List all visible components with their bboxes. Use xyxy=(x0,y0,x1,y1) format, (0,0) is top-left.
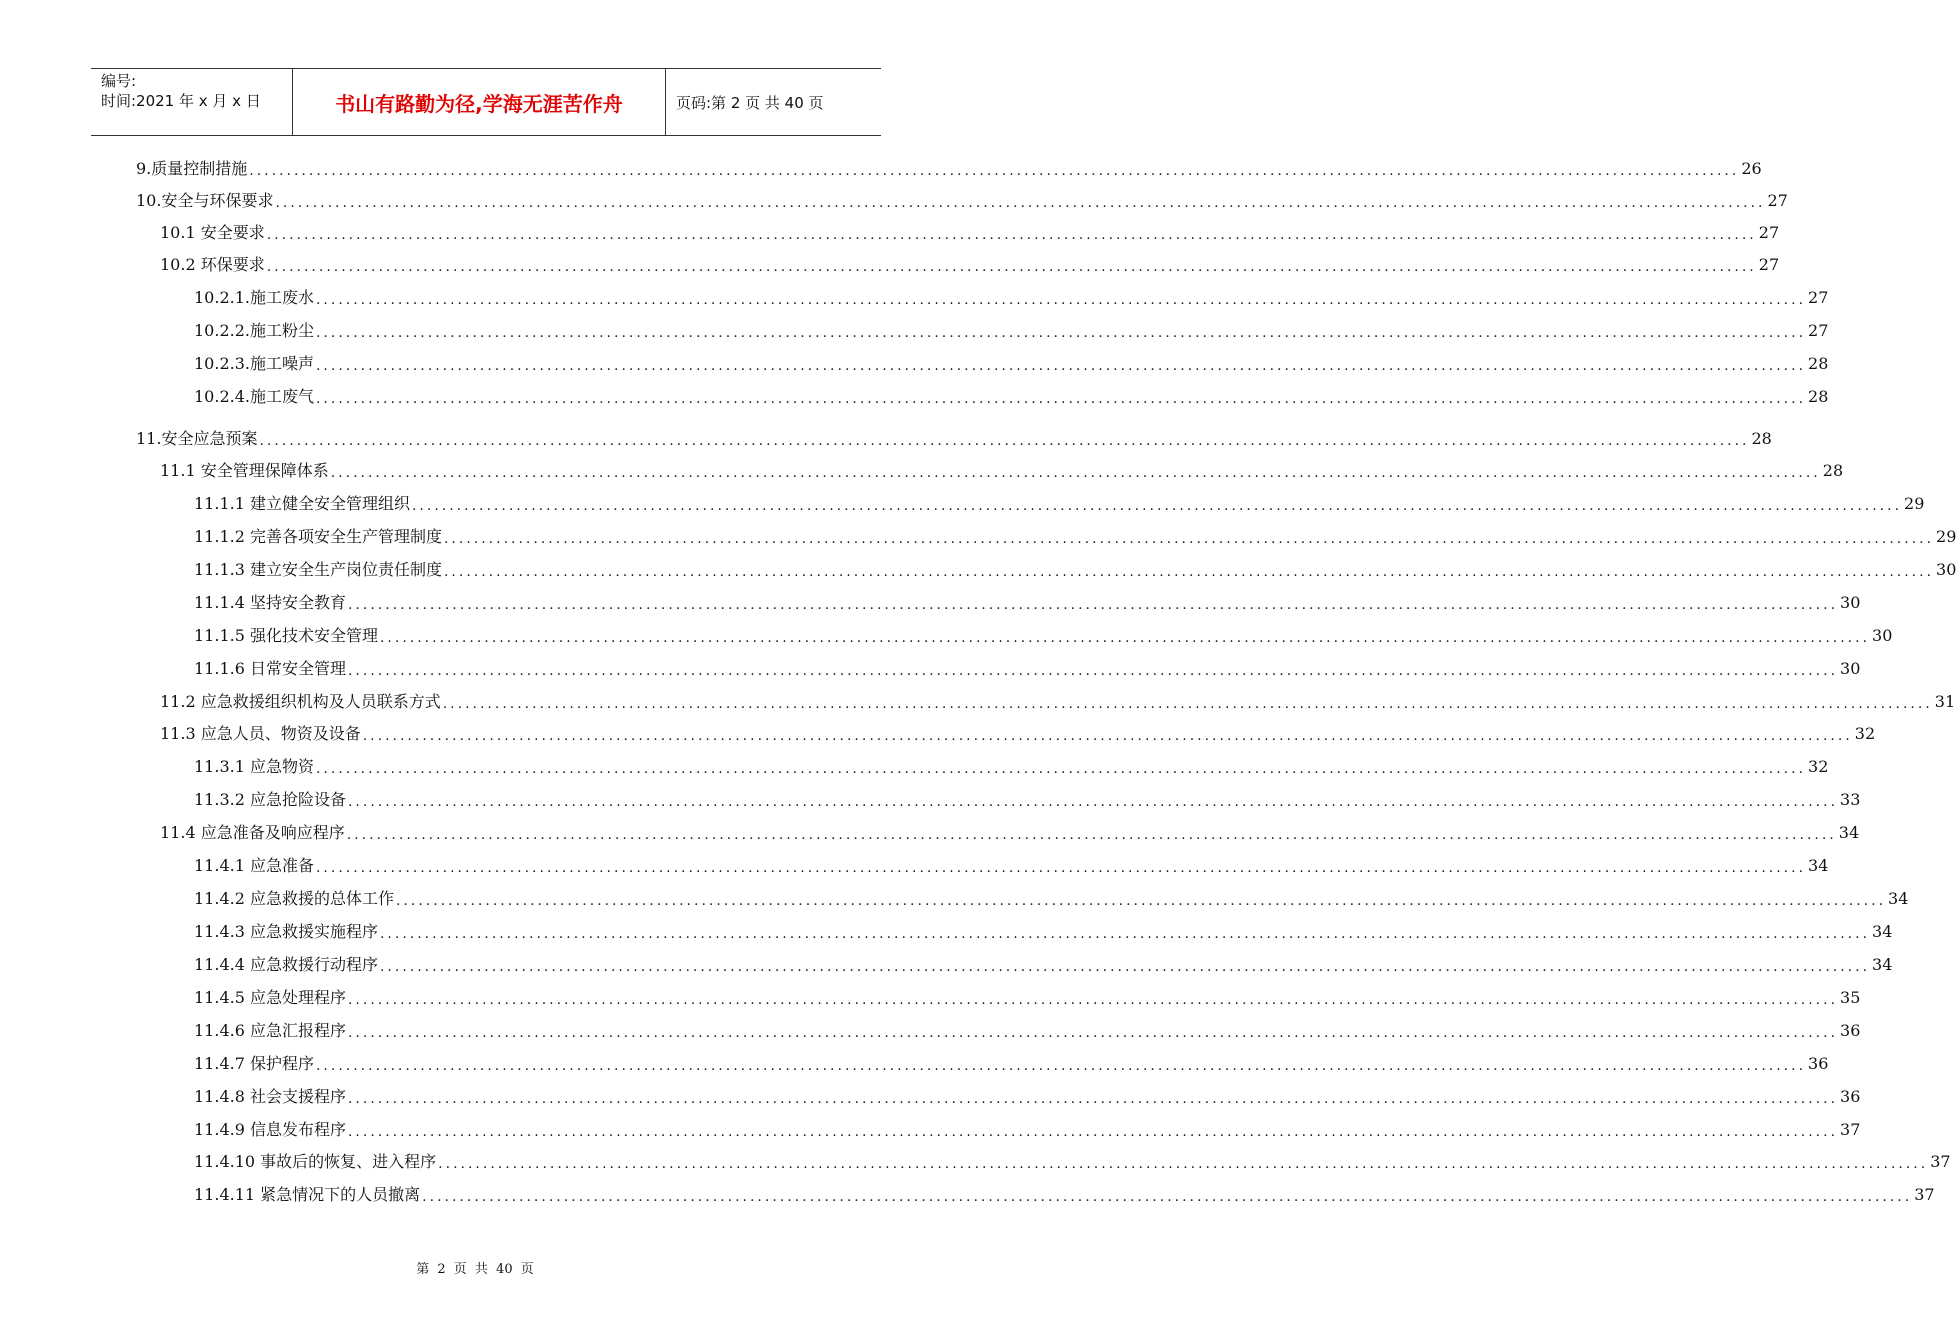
toc-entry-page: 30 xyxy=(1840,659,1861,678)
toc-entry[interactable] xyxy=(194,887,1909,911)
toc-entry[interactable] xyxy=(194,920,1893,944)
doc-number-label: 编号: xyxy=(101,72,137,90)
toc-entry[interactable] xyxy=(194,657,1861,681)
toc-entry-label: 11.1 安全管理保障体系 xyxy=(160,461,329,480)
toc-leader-dots: ........................................................................................................................................................................................................ xyxy=(347,992,1839,1008)
toc-entry-label: 11.4.5 应急处理程序 xyxy=(194,988,346,1007)
toc-leader-dots: ........................................................................................................................................................................................................ xyxy=(330,465,1821,481)
toc-leader-dots: ........................................................................................................................................................................................................ xyxy=(443,531,1935,547)
toc-entry-label: 9.质量控制措施 xyxy=(136,159,248,178)
toc-leader-dots: ........................................................................................................................................................................................................ xyxy=(275,195,1766,211)
toc-leader-dots: ........................................................................................................................................................................................................ xyxy=(442,696,1933,712)
toc-entry-page: 36 xyxy=(1840,1021,1861,1040)
page-header xyxy=(91,68,881,136)
toc-leader-dots: ........................................................................................................................................................................................................ xyxy=(259,433,1750,449)
toc-entry[interactable] xyxy=(136,427,1772,451)
toc-entry[interactable] xyxy=(194,1085,1861,1109)
toc-entry-page: 34 xyxy=(1872,955,1893,974)
toc-entry-page: 37 xyxy=(1840,1120,1861,1139)
toc-entry-label: 11.4.2 应急救援的总体工作 xyxy=(194,889,394,908)
toc-entry-page: 30 xyxy=(1936,560,1956,579)
toc-leader-dots: ........................................................................................................................................................................................................ xyxy=(438,1156,1929,1172)
toc-leader-dots: ........................................................................................................................................................................................................ xyxy=(395,893,1887,909)
toc-entry-label: 11.4 应急准备及响应程序 xyxy=(160,823,345,842)
toc-entry-page: 27 xyxy=(1808,288,1829,307)
toc-leader-dots: ........................................................................................................................................................................................................ xyxy=(347,663,1839,679)
header-page-number: 页码:第 2 页 共 40 页 xyxy=(676,93,824,112)
toc-entry-label: 11.1.4 坚持安全教育 xyxy=(194,593,346,612)
toc-entry[interactable] xyxy=(194,1183,1935,1207)
toc-entry-label: 11.4.6 应急汇报程序 xyxy=(194,1021,346,1040)
toc-leader-dots: ........................................................................................................................................................................................................ xyxy=(266,227,1757,243)
toc-leader-dots: ........................................................................................................................................................................................................ xyxy=(411,498,1903,514)
toc-entry[interactable] xyxy=(194,1118,1861,1142)
toc-entry[interactable] xyxy=(160,221,1780,245)
toc-entry-page: 27 xyxy=(1758,223,1780,242)
toc-entry-page: 29 xyxy=(1936,527,1956,546)
toc-entry-page: 28 xyxy=(1808,387,1829,406)
toc-entry-label: 11.2 应急救援组织机构及人员联系方式 xyxy=(160,692,441,711)
toc-entry-page: 31 xyxy=(1934,692,1956,711)
toc-entry[interactable] xyxy=(194,286,1829,310)
toc-entry-page: 29 xyxy=(1904,494,1925,513)
toc-leader-dots: ........................................................................................................................................................................................................ xyxy=(266,259,1757,275)
toc-entry-page: 34 xyxy=(1872,922,1893,941)
toc-entry-label: 11.安全应急预案 xyxy=(136,429,258,448)
toc-entry[interactable] xyxy=(160,253,1780,277)
toc-entry-label: 10.2 环保要求 xyxy=(160,255,265,274)
toc-leader-dots: ........................................................................................................................................................................................................ xyxy=(315,391,1807,407)
toc-entry[interactable] xyxy=(160,459,1844,483)
toc-entry[interactable] xyxy=(194,385,1829,409)
toc-entry[interactable] xyxy=(194,755,1829,779)
toc-entry-page: 28 xyxy=(1751,429,1772,448)
toc-entry-page: 36 xyxy=(1808,1054,1829,1073)
toc-entry-page: 32 xyxy=(1854,724,1876,743)
toc-entry[interactable] xyxy=(194,624,1893,648)
toc-leader-dots: ........................................................................................................................................................................................................ xyxy=(379,630,1871,646)
toc-entry-page: 30 xyxy=(1840,593,1861,612)
toc-entry-label: 11.4.3 应急救援实施程序 xyxy=(194,922,378,941)
toc-leader-dots: ........................................................................................................................................................................................................ xyxy=(346,827,1837,843)
time-label: 时间:2021 年 x 月 x 日 xyxy=(101,92,261,110)
toc-entry-label: 11.1.1 建立健全安全管理组织 xyxy=(194,494,410,513)
page-footer: 第 2 页 共 40 页 xyxy=(416,1262,534,1277)
toc-entry-label: 11.4.10 事故后的恢复、进入程序 xyxy=(194,1152,437,1171)
toc-entry-label: 10.1 安全要求 xyxy=(160,223,265,242)
toc-entry[interactable] xyxy=(160,690,1956,714)
toc-entry-label: 11.3 应急人员、物资及设备 xyxy=(160,724,361,743)
toc-leader-dots: ........................................................................................................................................................................................................ xyxy=(249,163,1740,179)
toc-leader-dots: ........................................................................................................................................................................................................ xyxy=(347,1025,1839,1041)
toc-leader-dots: ........................................................................................................................................................................................................ xyxy=(315,358,1807,374)
toc-entry[interactable] xyxy=(194,352,1829,376)
toc-entry-label: 11.1.6 日常安全管理 xyxy=(194,659,346,678)
toc-entry-page: 35 xyxy=(1840,988,1861,1007)
toc-entry[interactable] xyxy=(194,591,1861,615)
toc-entry[interactable] xyxy=(194,1150,1951,1174)
toc-entry-label: 11.4.8 社会支援程序 xyxy=(194,1087,346,1106)
toc-entry-label: 10.安全与环保要求 xyxy=(136,191,274,210)
toc-leader-dots: ........................................................................................................................................................................................................ xyxy=(347,1124,1839,1140)
toc-entry-label: 11.1.3 建立安全生产岗位责任制度 xyxy=(194,560,442,579)
toc-entry-label: 10.2.1.施工废水 xyxy=(194,288,314,307)
toc-leader-dots: ........................................................................................................................................................................................................ xyxy=(315,1058,1807,1074)
toc-entry-label: 11.1.2 完善各项安全生产管理制度 xyxy=(194,527,442,546)
toc-entry[interactable] xyxy=(194,1052,1829,1076)
toc-entry[interactable] xyxy=(194,558,1956,582)
toc-entry-page: 33 xyxy=(1840,790,1861,809)
header-slogan: 书山有路勤为径,学海无涯苦作舟 xyxy=(293,69,666,135)
toc-entry[interactable] xyxy=(136,189,1788,213)
toc-entry-label: 11.4.9 信息发布程序 xyxy=(194,1120,346,1139)
toc-entry[interactable] xyxy=(160,722,1876,746)
toc-leader-dots: ........................................................................................................................................................................................................ xyxy=(422,1189,1913,1205)
toc-entry[interactable] xyxy=(160,821,1860,845)
toc-entry-page: 32 xyxy=(1808,757,1829,776)
toc-entry[interactable] xyxy=(194,1019,1861,1043)
toc-entry-label: 11.4.11 紧急情况下的人员撤离 xyxy=(194,1185,421,1204)
toc-entry-page: 37 xyxy=(1930,1152,1951,1171)
toc-entry[interactable] xyxy=(136,157,1762,181)
toc-entry-page: 26 xyxy=(1741,159,1762,178)
toc-leader-dots: ........................................................................................................................................................................................................ xyxy=(379,959,1871,975)
toc-entry-page: 37 xyxy=(1914,1185,1935,1204)
toc-entry-label: 11.3.2 应急抢险设备 xyxy=(194,790,346,809)
toc-entry-page: 27 xyxy=(1767,191,1788,210)
toc-entry-label: 11.4.7 保护程序 xyxy=(194,1054,314,1073)
toc-entry-label: 11.1.5 强化技术安全管理 xyxy=(194,626,378,645)
toc-entry-page: 27 xyxy=(1758,255,1780,274)
toc-entry[interactable] xyxy=(194,492,1925,516)
toc-entry[interactable] xyxy=(194,854,1829,878)
toc-entry-label: 11.4.4 应急救援行动程序 xyxy=(194,955,378,974)
header-meta xyxy=(91,69,293,135)
toc-leader-dots: ........................................................................................................................................................................................................ xyxy=(315,292,1807,308)
toc-entry-label: 11.3.1 应急物资 xyxy=(194,757,314,776)
toc-entry[interactable] xyxy=(194,953,1893,977)
toc-entry[interactable] xyxy=(194,525,1956,549)
toc-leader-dots: ........................................................................................................................................................................................................ xyxy=(315,761,1807,777)
toc-entry-label: 11.4.1 应急准备 xyxy=(194,856,314,875)
toc-entry-page: 30 xyxy=(1872,626,1893,645)
toc-leader-dots: ........................................................................................................................................................................................................ xyxy=(443,564,1935,580)
toc-entry-page: 34 xyxy=(1888,889,1909,908)
toc-entry-label: 10.2.2.施工粉尘 xyxy=(194,321,314,340)
toc-leader-dots: ........................................................................................................................................................................................................ xyxy=(362,728,1853,744)
toc-leader-dots: ........................................................................................................................................................................................................ xyxy=(315,860,1807,876)
toc-leader-dots: ........................................................................................................................................................................................................ xyxy=(347,1091,1839,1107)
toc-entry[interactable] xyxy=(194,788,1861,812)
toc-entry-page: 28 xyxy=(1822,461,1844,480)
toc-entry-page: 34 xyxy=(1838,823,1860,842)
toc-entry-page: 36 xyxy=(1840,1087,1861,1106)
toc-leader-dots: ........................................................................................................................................................................................................ xyxy=(347,794,1839,810)
toc-leader-dots: ........................................................................................................................................................................................................ xyxy=(347,597,1839,613)
toc-entry-page: 28 xyxy=(1808,354,1829,373)
toc-entry-label: 10.2.4.施工废气 xyxy=(194,387,314,406)
toc-entry-page: 27 xyxy=(1808,321,1829,340)
toc-entry[interactable] xyxy=(194,986,1861,1010)
toc-entry[interactable] xyxy=(194,319,1829,343)
toc-entry-label: 10.2.3.施工噪声 xyxy=(194,354,314,373)
toc-leader-dots: ........................................................................................................................................................................................................ xyxy=(379,926,1871,942)
toc-entry-page: 34 xyxy=(1808,856,1829,875)
toc-leader-dots: ........................................................................................................................................................................................................ xyxy=(315,325,1807,341)
